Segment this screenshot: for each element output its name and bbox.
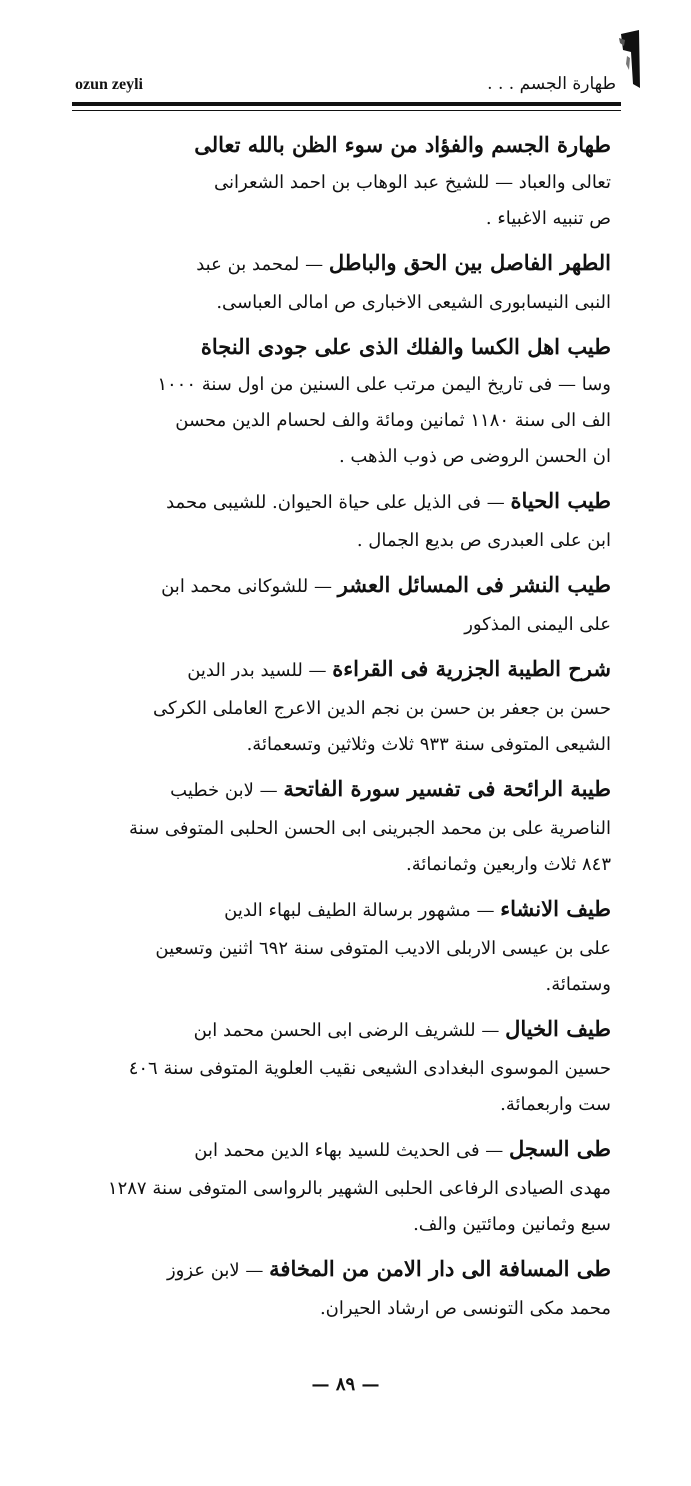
- entry-description: وسا — فى تاريخ اليمن مرتب على السنين من اول سنة ١٠٠٠: [157, 374, 611, 395]
- entry-title: الطهر الفاصل بين الحق والباطل: [328, 250, 611, 275]
- entry-title: طيب اهل الكسا والفلك الذى على جودى النجاة: [200, 334, 611, 359]
- entry-text-line: [78, 1051, 611, 1087]
- page-number: — ٨٩ —: [311, 1374, 380, 1395]
- entry-description: ست واربعمائة.: [500, 1094, 611, 1115]
- entry-description: الف الى سنة ١١٨٠ ثمانين ومائة والف لحسام الدين محسن: [175, 410, 611, 431]
- entry-heading-line: [78, 769, 611, 811]
- bibliography-entry: [78, 481, 611, 559]
- entry-description: وستمائة.: [545, 974, 611, 995]
- entry-text-line: [78, 931, 611, 967]
- entry-heading-line: [78, 565, 611, 607]
- entry-description: — للشريف الرضى ابى الحسن محمد ابن: [193, 1020, 506, 1041]
- entry-description: على اليمنى المذكور: [464, 614, 611, 635]
- entry-description: — فى الذيل على حياة الحيوان. للشيبى محمد: [166, 492, 511, 513]
- bibliography-entry: [78, 1249, 611, 1327]
- bibliography-entry: [78, 243, 611, 321]
- entry-description: ٨٤٣ ثلاث واربعين وثمانمائة.: [406, 854, 611, 875]
- header-running-title: طهارة الجسم . . .: [487, 74, 616, 94]
- entry-text-line: [78, 1087, 611, 1123]
- entry-text-line: [78, 1291, 611, 1327]
- entry-description: حسين الموسوى البغدادى الشيعى نقيب العلوية المتوفى سنة ٤٠٦: [128, 1058, 611, 1079]
- entry-title: طيب الحياة: [510, 488, 611, 513]
- entry-text-line: [78, 847, 611, 883]
- entry-heading-line: [78, 327, 611, 367]
- entry-text-line: [78, 285, 611, 321]
- entry-description: — للسيد بدر الدين: [187, 660, 333, 681]
- bibliography-entry: [78, 889, 611, 1003]
- entry-description: النبى النيسابورى الشيعى الاخبارى ص امالى العباسى.: [216, 292, 611, 313]
- entry-text-line: [78, 967, 611, 1003]
- entry-text-line: [78, 523, 611, 559]
- bibliography-entry: [78, 769, 611, 883]
- entry-heading-line: [78, 481, 611, 523]
- entry-text-line: [78, 439, 611, 475]
- entry-text-line: [78, 691, 611, 727]
- entry-title: طيبة الرائحة فى تفسير سورة الفاتحة: [283, 776, 611, 801]
- bibliography-entry: [78, 327, 611, 475]
- entry-title: طى السجل: [509, 1136, 611, 1161]
- entry-description: — لابن خطيب: [170, 780, 284, 801]
- page-corner-mark: [619, 30, 641, 90]
- entry-description: — فى الحديث للسيد بهاء الدين محمد ابن: [194, 1140, 510, 1161]
- entry-text-line: [78, 201, 611, 237]
- entry-description: ان الحسن الروضى ص ذوب الذهب .: [338, 446, 611, 467]
- entries-list: [78, 125, 611, 1333]
- entry-description: تعالى والعباد — للشيخ عبد الوهاب بن احمد الشعرانى: [214, 172, 611, 193]
- entry-title: طيب النشر فى المسائل العشر: [337, 572, 611, 597]
- entry-text-line: [78, 403, 611, 439]
- entry-heading-line: [78, 1249, 611, 1291]
- entry-description: — للشوكانى محمد ابن: [161, 576, 338, 597]
- entry-heading-line: [78, 125, 611, 165]
- entry-title: طيف الانشاء: [500, 896, 611, 921]
- bibliography-entry: [78, 125, 611, 237]
- entry-text-line: [78, 1207, 611, 1243]
- entry-description: ص تنبيه الاغبياء .: [485, 208, 611, 229]
- header-left-label: ozun zeyli: [75, 76, 143, 93]
- entry-title: شرح الطيبة الجزرية فى القراءة: [332, 656, 611, 681]
- bibliography-entry: [78, 1009, 611, 1123]
- entry-description: — لمحمد بن عبد: [196, 254, 329, 275]
- entry-text-line: [78, 165, 611, 201]
- entry-heading-line: [78, 243, 611, 285]
- entry-description: على بن عيسى الاربلى الاديب المتوفى سنة ٦٩٢ اثنين وتسعين: [155, 938, 611, 959]
- entry-text-line: [78, 607, 611, 643]
- entry-description: — مشهور برسالة الطيف لبهاء الدين: [224, 900, 501, 921]
- bibliography-entry: [78, 1129, 611, 1243]
- entry-text-line: [78, 727, 611, 763]
- entry-title: طى المسافة الى دار الامن من المخافة: [269, 1256, 611, 1281]
- entry-description: حسن بن جعفر بن حسن بن نجم الدين الاعرج العاملى الكركى: [153, 698, 611, 719]
- entry-description: سبع وثمانين ومائتين والف.: [413, 1214, 611, 1235]
- header-rule-thick: [72, 102, 621, 106]
- entry-description: — لابن عزوز: [166, 1260, 270, 1281]
- entry-text-line: [78, 1171, 611, 1207]
- entry-description: ابن على العبدرى ص بديع الجمال .: [356, 530, 611, 551]
- bibliography-entry: [78, 649, 611, 763]
- page-header: [75, 70, 616, 102]
- entry-title: طهارة الجسم والفؤاد من سوء الظن بالله تعالى: [194, 132, 611, 157]
- entry-text-line: [78, 811, 611, 847]
- entry-description: الشيعى المتوفى سنة ٩٣٣ ثلاث وثلاثين وتسعمائة.: [246, 734, 611, 755]
- entry-description: مهدى الصيادى الرفاعى الحلبى الشهير بالرواسى المتوفى سنة ١٢٨٧: [107, 1178, 611, 1199]
- entry-description: محمد مكى التونسى ص ارشاد الحيران.: [319, 1298, 611, 1319]
- entry-description: الناصرية على بن محمد الجبرينى ابى الحسن الحلبى المتوفى سنة: [129, 818, 611, 839]
- entry-heading-line: [78, 889, 611, 931]
- entry-heading-line: [78, 649, 611, 691]
- entry-title: طيف الخيال: [505, 1016, 611, 1041]
- header-rule-thin: [72, 110, 621, 111]
- entry-heading-line: [78, 1009, 611, 1051]
- entry-heading-line: [78, 1129, 611, 1171]
- bibliography-entry: [78, 565, 611, 643]
- entry-text-line: [78, 367, 611, 403]
